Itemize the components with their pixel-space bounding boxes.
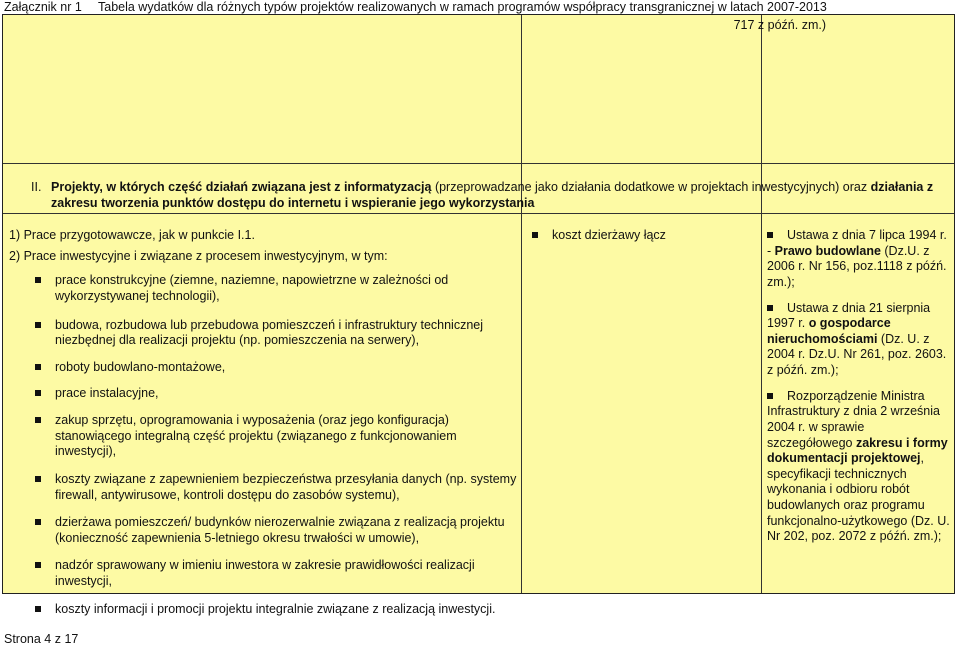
list-item-text: koszt dzierżawy łącz — [552, 228, 666, 242]
section-bold-1: Projekty, w których część działań związana jest z informatyzacją — [51, 180, 432, 194]
section-number: II. — [31, 180, 42, 194]
costs-list — [532, 228, 757, 244]
list-item — [9, 386, 517, 402]
list-item-text: prace instalacyjne, — [55, 386, 159, 401]
legal-bold: o gospodarce nieruchomościami — [767, 316, 891, 346]
legal-basis-column — [767, 228, 953, 545]
legal-item — [767, 301, 953, 379]
bullet-icon — [35, 277, 41, 283]
bullet-icon — [35, 322, 41, 328]
page-number: Strona 4 z 17 — [4, 632, 79, 646]
attachment-label: Załącznik nr 1 — [4, 0, 82, 14]
list-item — [9, 602, 517, 618]
legal-text: (Dz. U. z 2004 r. Dz.U. Nr 261, poz. 2603. z późń. zm.); — [767, 331, 947, 377]
column-divider-1 — [521, 15, 522, 593]
section-text — [31, 180, 941, 211]
legal-bold: Prawo budowlane — [774, 243, 881, 258]
bullet-icon — [35, 562, 41, 568]
list-item — [9, 558, 517, 589]
list-item — [9, 515, 517, 546]
list-item — [9, 413, 517, 460]
section-bold-2: działania z zakresu tworzenia punktów dostępu do internetu i wspieranie jego wykorzystania — [51, 180, 934, 210]
list-item — [9, 360, 517, 376]
legal-text: Ustawa z dnia 21 sierpnia 1997 r. — [767, 300, 931, 331]
bullet-icon — [767, 393, 773, 399]
costs-column — [532, 228, 757, 244]
list-item — [9, 318, 517, 349]
list-item-text: roboty budowlano-montażowe, — [55, 359, 226, 374]
item-1: 1) Prace przygotowawcze, jak w punkcie I.1. — [9, 228, 255, 242]
legal-bold: zakresu i formy dokumentacji projektowej — [767, 435, 948, 466]
bullet-icon — [35, 390, 41, 396]
legal-text: (Dz.U. z 2006 r. Nr 156, poz.1118 z późń. zm.); — [767, 243, 947, 289]
legal-item — [767, 389, 953, 545]
expenses-table — [2, 14, 955, 616]
legal-text: Ustawa z dnia 7 lipca 1994 r. - — [767, 228, 947, 258]
works-list — [9, 273, 517, 617]
list-item-text: prace konstrukcyjne (ziemne, naziemne, napowietrzne w zależności od wykorzystywanej technologii), — [55, 273, 449, 303]
list-item — [9, 472, 517, 503]
list-item — [532, 228, 757, 244]
row-divider-top — [3, 163, 954, 164]
bullet-icon — [35, 476, 41, 482]
list-item-text: koszty informacji i promocji projektu integralnie związane z realizacją inwestycji. — [55, 601, 496, 616]
section-normal-1: (przeprowadzane jako działania dodatkowe w projektach inwestycyjnych) oraz — [431, 180, 871, 194]
bullet-icon — [767, 305, 773, 311]
list-item-text: koszty związane z zapewnieniem bezpieczeństwa przesyłania danych (np. systemy firewall, antywirusowe, kontroli dostępu do zasobów systemu), — [55, 471, 517, 502]
bullet-icon — [532, 232, 538, 238]
column-divider-2 — [761, 15, 762, 593]
list-item-text: budowa, rozbudowa lub przebudowa pomieszczeń i infrastruktury technicznej niezbędnej dla realizacji projektu (np. pomieszczenia na serwery), — [55, 317, 484, 348]
legal-list — [767, 228, 953, 545]
item-2: 2) Prace inwestycyjne i związane z procesem inwestycyjnym, w tym: — [9, 248, 388, 263]
row-divider-bottom — [3, 213, 954, 214]
list-item-text: nadzór sprawowany w imieniu inwestora w zakresie prawidłowości realizacji inwestycji, — [55, 558, 475, 588]
bullet-icon — [35, 417, 41, 423]
list-item — [9, 273, 517, 304]
bullet-icon — [35, 606, 41, 612]
bullet-icon — [35, 364, 41, 370]
legal-text: Rozporządzenie Ministra Infrastruktury z dnia 2 września 2004 r. w sprawie szczegółowego — [767, 388, 940, 450]
bullet-icon — [767, 232, 773, 238]
bullet-icon — [35, 519, 41, 525]
legal-item — [767, 228, 953, 291]
table-title: Tabela wydatków dla różnych typów projektów realizowanych w ramach programów współpracy transgranicznej w latach 2007-2013 — [98, 0, 827, 14]
legal-text: , specyfikacji technicznych wykonania i odbioru robót budowlanych oraz programu funkcjonalno-użytkowego (Dz. U. Nr 202, poz. 2072 z późń. zm.); — [767, 451, 950, 544]
works-column — [9, 228, 517, 617]
section-heading — [31, 180, 941, 211]
list-item-text: zakup sprzętu, oprogramowania i wyposażenia (oraz jego konfiguracja) stanowiącego integralną część projektu (związanego z funkcjonowaniem inwestycji), — [55, 413, 457, 459]
continuation-text: 717 z późń. zm.) — [733, 18, 826, 32]
list-item-text: dzierżawa pomieszczeń/ budynków nierozerwalnie związana z realizacją projektu (konieczność zapewnienia 5-letniego okresu trwałości w umowie), — [55, 515, 505, 545]
